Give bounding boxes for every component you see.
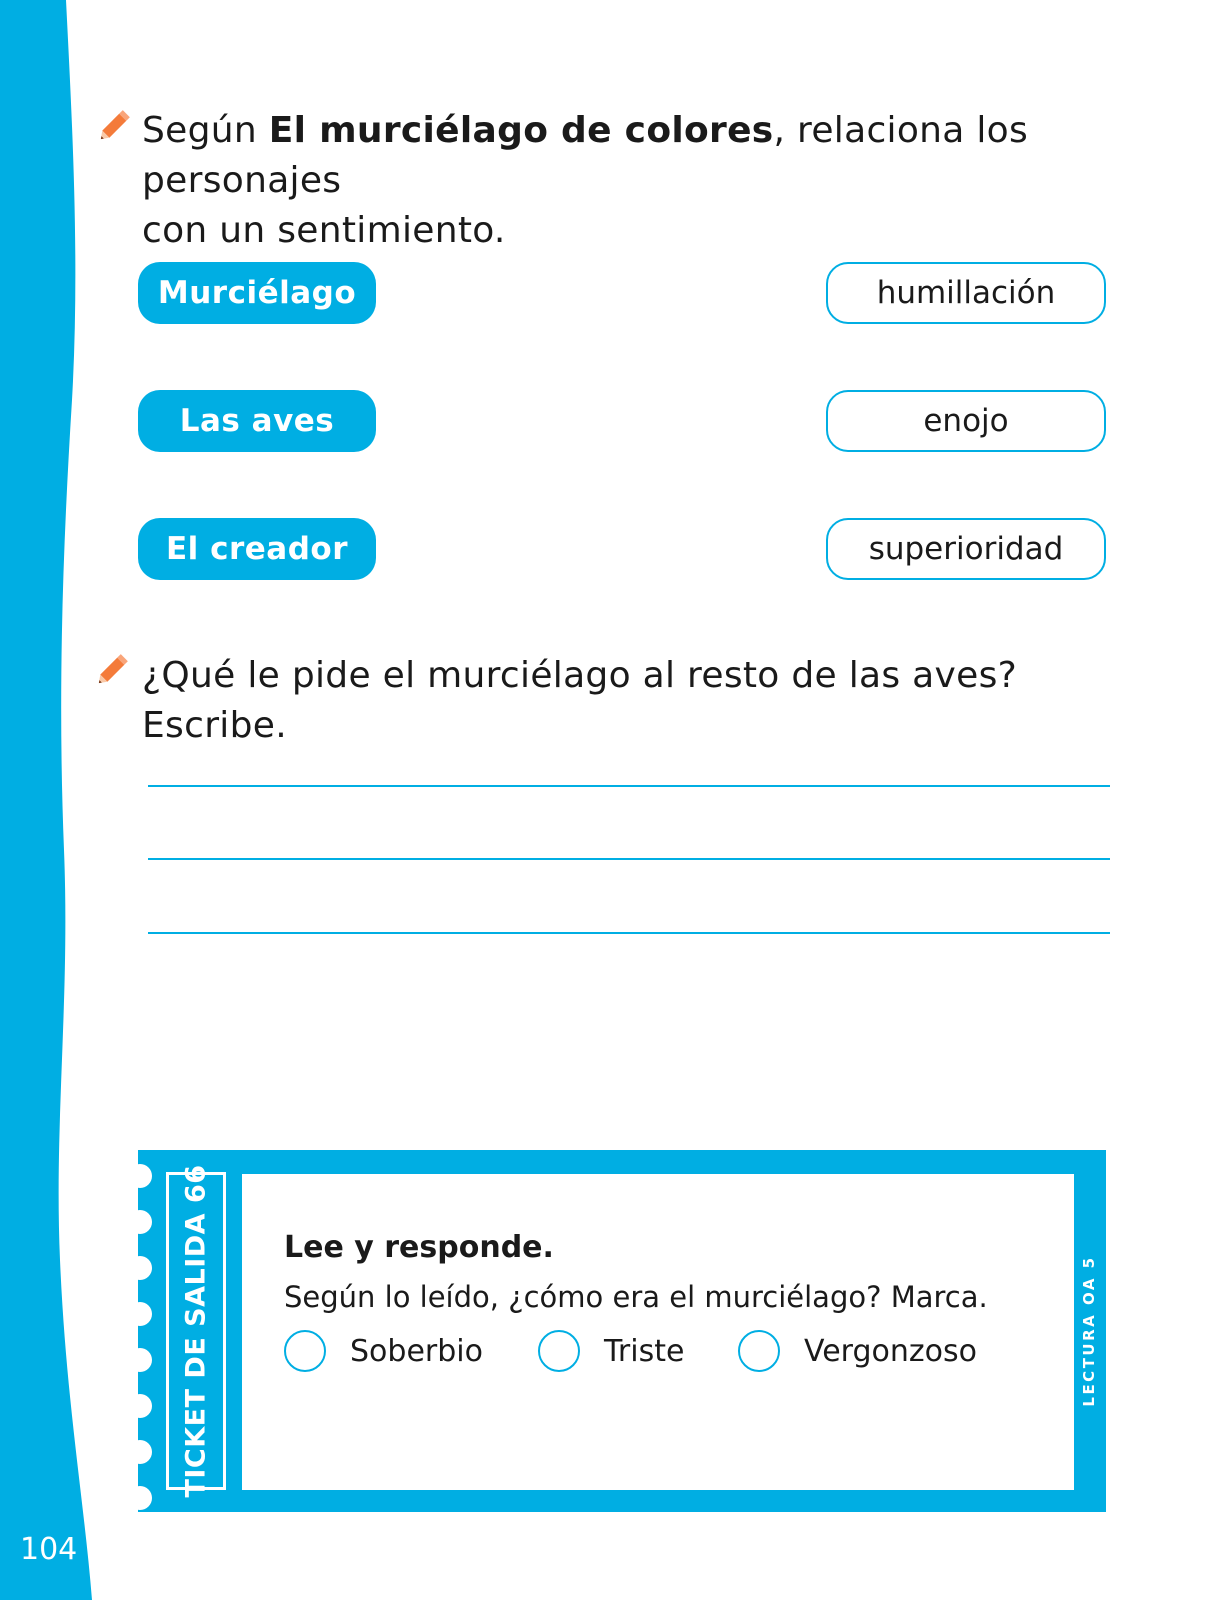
writing-prompt: ¿Qué le pide el murciélago al resto de las aves? Escribe.	[142, 655, 1018, 746]
ticket-notch	[128, 1256, 152, 1280]
exit-ticket	[138, 1150, 1106, 1512]
ticket-notch	[128, 1440, 152, 1464]
matching-prompt: Según El murciélago de colores, relaciona los personajes con un sentimiento.	[142, 110, 1029, 251]
option-label: Soberbio	[350, 1333, 483, 1369]
option-label: Vergonzoso	[804, 1333, 977, 1369]
radio-circle[interactable]	[738, 1330, 780, 1372]
pencil-icon	[92, 648, 134, 690]
ticket-notch	[128, 1164, 152, 1188]
feeling-enojo[interactable]: enojo	[826, 390, 1106, 452]
ticket-question: Según lo leído, ¿cómo era el murciélago? Marca.	[284, 1280, 988, 1314]
option-vergonzoso[interactable]	[738, 1330, 977, 1372]
pencil-icon	[94, 104, 136, 146]
ticket-notch	[128, 1302, 152, 1326]
feeling-humillacion[interactable]: humillación	[826, 262, 1106, 324]
radio-circle[interactable]	[538, 1330, 580, 1372]
character-murcielago[interactable]: Murciélago	[138, 262, 376, 324]
character-las-aves[interactable]: Las aves	[138, 390, 376, 452]
radio-circle[interactable]	[284, 1330, 326, 1372]
ticket-notch	[128, 1348, 152, 1372]
ticket-notch	[128, 1394, 152, 1418]
option-triste[interactable]	[538, 1330, 684, 1372]
answer-line-1[interactable]	[148, 785, 1110, 787]
ticket-heading: Lee y responde.	[284, 1230, 554, 1265]
ticket-stub-label: TICKET DE SALIDA 66	[180, 1164, 212, 1498]
ticket-notch	[128, 1210, 152, 1234]
story-title: El murciélago de colores	[268, 110, 774, 151]
page-number: 104	[20, 1532, 78, 1567]
option-label: Triste	[604, 1333, 685, 1369]
answer-line-3[interactable]	[148, 932, 1110, 934]
ticket-side-tag: LECTURA OA 5	[1080, 1255, 1098, 1407]
ticket-notch	[128, 1486, 152, 1510]
side-band	[0, 0, 100, 1600]
option-soberbio[interactable]	[284, 1330, 483, 1372]
character-el-creador[interactable]: El creador	[138, 518, 376, 580]
answer-line-2[interactable]	[148, 858, 1110, 860]
feeling-superioridad[interactable]: superioridad	[826, 518, 1106, 580]
